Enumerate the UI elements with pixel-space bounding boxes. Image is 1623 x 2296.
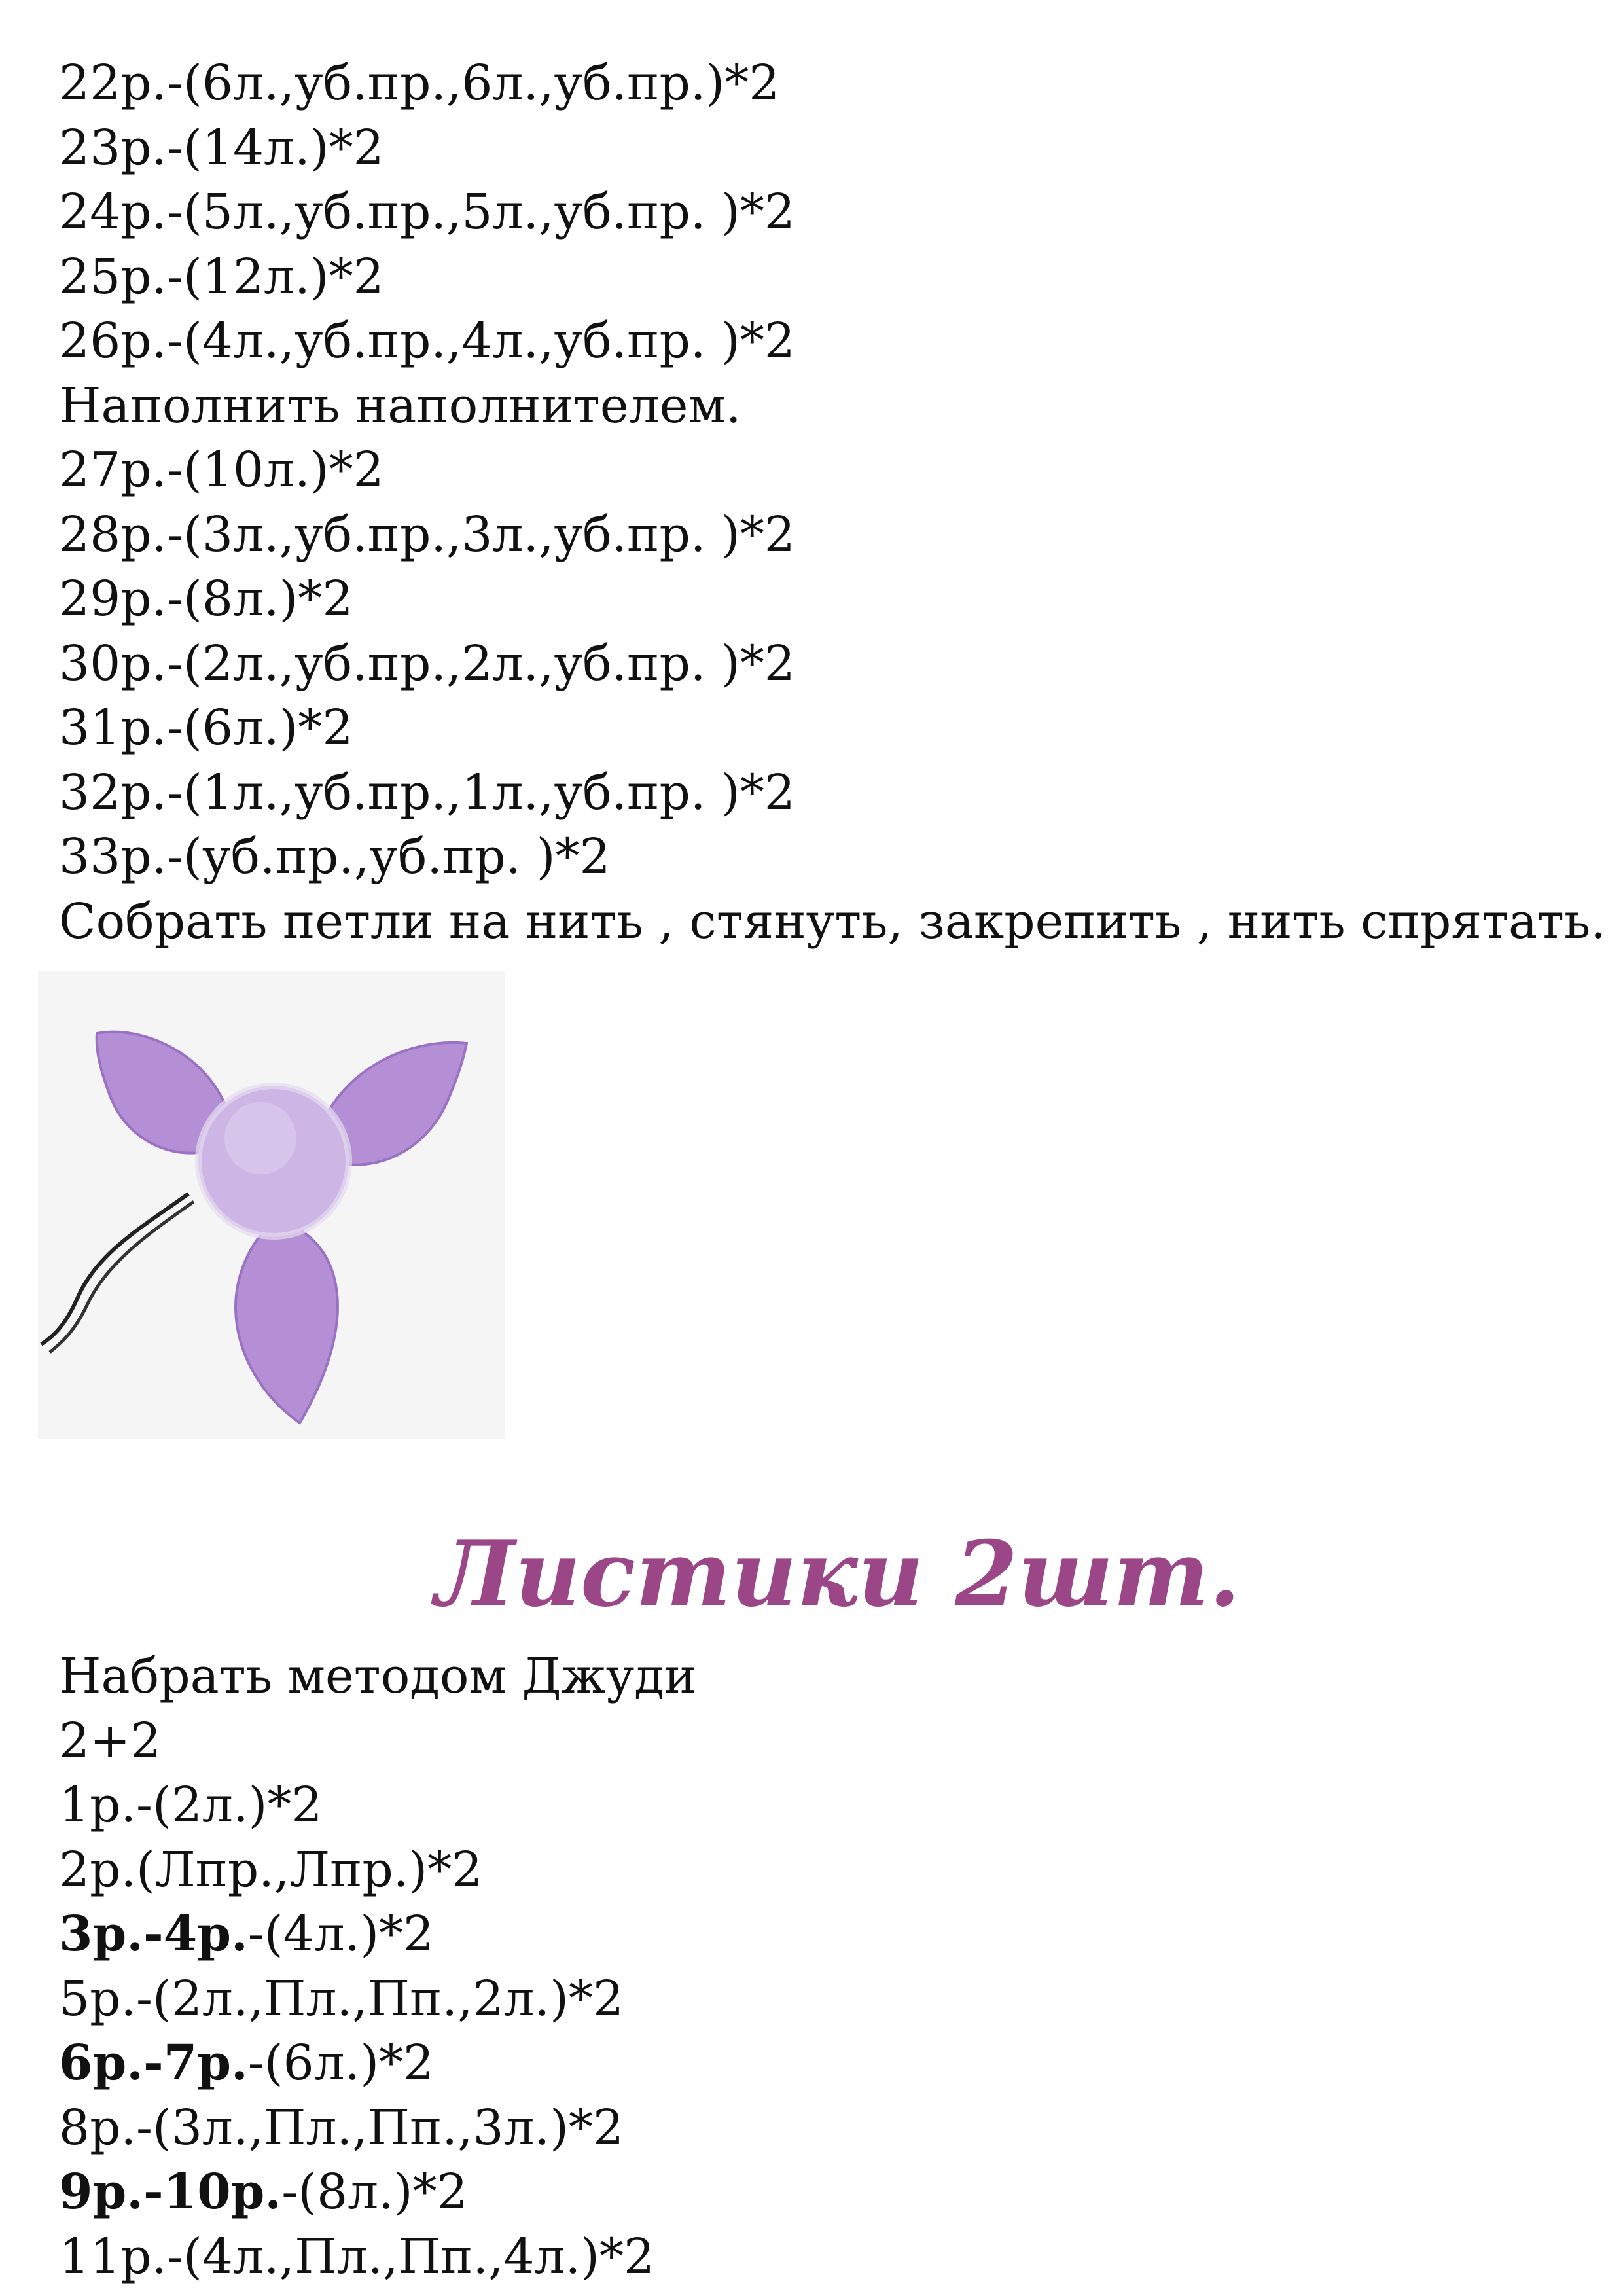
instruction-line: 5р.-(2л.,Пл.,Пп.,2л.)*2 [59,1970,624,2027]
instruction-line: 2р.(Лпр.,Лпр.)*2 [59,1841,483,1898]
instruction-line: 29р.-(8л.)*2 [59,571,353,627]
instruction-line: 26р.-(4л.,уб.пр.,4л.,уб.пр. )*2 [59,313,795,369]
instruction-line: 8р.-(3л.,Пл.,Пп.,3л.)*2 [59,2099,624,2156]
instruction-line: 32р.-(1л.,уб.пр.,1л.,уб.пр. )*2 [59,764,795,821]
instruction-line: Наполнить наполнителем. [59,377,741,434]
section-title: Листики 2шт. [435,1520,1241,1627]
row-range-bold: 6р.-7р. [59,2035,248,2091]
instruction-line: Набрать методом Джуди [59,1648,697,1704]
instruction-line: 33р.-(уб.пр.,уб.пр. )*2 [59,829,611,885]
instruction-line: 25р.-(12л.)*2 [59,248,384,305]
instruction-line: 1р.-(2л.)*2 [59,1777,323,1833]
instruction-line: Собрать петли на нить , стянуть, закрепить , нить спрятать. [59,893,1606,950]
instruction-line: 3р.-4р.-(4л.)*2 [59,1906,435,1962]
instruction-line: 30р.-(2л.,уб.пр.,2л.,уб.пр. )*2 [59,635,795,692]
instruction-line: 6р.-7р.-(6л.)*2 [59,2035,435,2091]
instruction-line: 28р.-(3л.,уб.пр.,3л.,уб.пр. )*2 [59,506,795,563]
instruction-line: 22р.-(6л.,уб.пр.,6л.,уб.пр.)*2 [59,55,780,111]
instruction-line: 2+2 [59,1712,162,1769]
instruction-line: 23р.-(14л.)*2 [59,119,384,176]
instruction-line: 24р.-(5л.,уб.пр.,5л.,уб.пр. )*2 [59,184,795,240]
instructions-top [59,51,1606,954]
row-range-bold: 9р.-10р. [59,2164,282,2220]
instructions-bottom [59,1644,696,2289]
instruction-line: 11р.-(4л.,Пл.,Пп.,4л.)*2 [59,2228,655,2285]
instruction-line: 31р.-(6л.)*2 [59,700,353,756]
knitted-flower-photo [38,971,505,1439]
instruction-line: 9р.-10р.-(8л.)*2 [59,2164,468,2220]
row-range-bold: 3р.-4р. [59,1906,248,1962]
instruction-line: 27р.-(10л.)*2 [59,442,384,498]
